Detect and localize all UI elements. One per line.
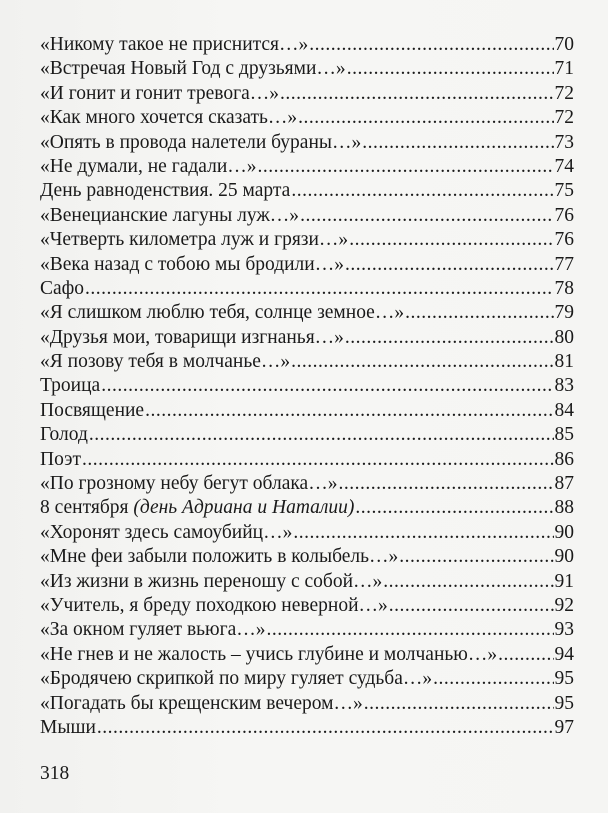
entry-page-number: 88: [554, 497, 574, 519]
entry-title-text: «Погадать бы крещенским вечером…»: [40, 692, 363, 714]
entry-title: [40, 545, 398, 569]
entry-title: [40, 399, 144, 423]
entry-title: [40, 472, 337, 496]
entry-title-text: Посвящение: [40, 399, 145, 421]
dot-leader: [82, 448, 554, 472]
entry-title: [40, 204, 299, 228]
entry-page-number: 73: [554, 131, 574, 153]
entry-page-number: 94: [554, 643, 574, 665]
entry-page-number: 72: [554, 82, 574, 104]
entry-title-text: «Друзья мои, товарищи изгнанья…»: [40, 326, 344, 348]
entry-title-text: День равноденствия. 25 марта: [40, 180, 291, 202]
toc-entry: [40, 106, 574, 130]
entry-title: [40, 155, 257, 179]
dot-leader: [280, 82, 554, 106]
entry-subtitle: (день Адриана и Наталии): [133, 497, 355, 519]
dot-leader: [300, 204, 553, 228]
entry-page-number: 79: [554, 302, 574, 324]
entry-page-number: 72: [554, 107, 574, 129]
toc-entry: [40, 228, 574, 252]
toc-entry: [40, 618, 574, 642]
dot-leader: [433, 667, 553, 691]
toc-entry: [40, 545, 574, 569]
table-of-contents: [40, 33, 574, 740]
entry-title-text: Поэт: [40, 448, 81, 470]
toc-entry: [40, 594, 574, 618]
dot-leader: [338, 472, 553, 496]
toc-entry: [40, 82, 574, 106]
toc-entry: [40, 692, 574, 716]
dot-leader: [389, 594, 554, 618]
entry-page-number: 71: [554, 58, 574, 80]
toc-entry: [40, 716, 574, 740]
entry-title-text: «Из жизни в жизнь переношу с собой…»: [40, 570, 383, 592]
dot-leader: [291, 179, 553, 203]
entry-page-number: 76: [554, 204, 574, 226]
toc-entry: [40, 521, 574, 545]
entry-title: [40, 692, 363, 716]
dot-leader: [364, 692, 554, 716]
entry-title-text: Голод: [40, 424, 88, 446]
dot-leader: [258, 155, 554, 179]
entry-page-number: 74: [554, 155, 574, 177]
toc-entry: [40, 33, 574, 57]
dot-leader: [145, 399, 553, 423]
toc-entry: [40, 301, 574, 325]
entry-title: [40, 82, 279, 106]
page-number: 318: [40, 763, 70, 784]
entry-title-text: «Мне феи забыли положить в колыбель…»: [40, 546, 399, 568]
entry-title: [40, 106, 297, 130]
entry-page-number: 70: [554, 34, 574, 55]
entry-page-number: 76: [554, 229, 574, 251]
toc-entry: [40, 570, 574, 594]
dot-leader: [97, 716, 554, 740]
dot-leader: [399, 545, 553, 569]
entry-title-text: «Как много хочется сказать…»: [40, 107, 298, 129]
entry-title-text: «По грозному небу бегут облака…»: [40, 473, 338, 495]
entry-title: [40, 179, 290, 203]
entry-title: [40, 301, 404, 325]
entry-title-text: «Никому такое не приснится…»: [40, 34, 309, 55]
entry-title-text: «Опять в провода налетели бураны…»: [40, 131, 362, 153]
entry-title: [40, 350, 290, 374]
toc-entry: [40, 448, 574, 472]
entry-page-number: 83: [554, 375, 574, 397]
toc-entry: [40, 131, 574, 155]
toc-entry: [40, 350, 574, 374]
entry-page-number: 90: [554, 546, 574, 568]
entry-page-number: 95: [554, 668, 574, 690]
entry-title-text: «Бродячею скрипкой по миру гуляет судьба…»: [40, 668, 433, 690]
entry-title-text: 8 сентября: [40, 497, 134, 519]
entry-title: [40, 618, 266, 642]
toc-entry: [40, 643, 574, 667]
entry-title-text: «И гонит и гонит тревога…»: [40, 82, 279, 104]
dot-leader: [293, 521, 553, 545]
dot-leader: [85, 277, 553, 301]
entry-title-text: «Не думали, не гадали…»: [40, 155, 257, 177]
toc-entry: [40, 155, 574, 179]
entry-page-number: 84: [554, 399, 574, 421]
entry-title: [40, 594, 388, 618]
entry-title-text: «Не гнев и не жалость – учись глубине и молчанью…»: [40, 643, 498, 665]
entry-title-text: «Века назад с тобою мы бродили…»: [40, 253, 344, 275]
entry-title-text: «Венецианские лагуны луж…»: [40, 204, 300, 226]
toc-entry: [40, 277, 574, 301]
dot-leader: [355, 496, 553, 520]
entry-page-number: 87: [554, 473, 574, 495]
entry-page-number: 90: [554, 521, 574, 543]
dot-leader: [498, 643, 553, 667]
entry-title: [40, 228, 348, 252]
dot-leader: [291, 350, 553, 374]
entry-title: [40, 496, 354, 520]
entry-title: [40, 326, 344, 350]
entry-page-number: 93: [554, 619, 574, 641]
dot-leader: [345, 253, 554, 277]
toc-entry: [40, 423, 574, 447]
toc-entry: [40, 667, 574, 691]
entry-page-number: 81: [554, 351, 574, 373]
entry-title: [40, 521, 292, 545]
entry-page-number: 91: [554, 570, 574, 592]
entry-page-number: 95: [554, 692, 574, 714]
dot-leader: [383, 570, 553, 594]
toc-entry: [40, 253, 574, 277]
entry-page-number: 92: [554, 594, 574, 616]
entry-title-text: «Хоронят здесь самоубийц…»: [40, 521, 293, 543]
entry-title-text: «Встречая Новый Год с друзьями…»: [40, 58, 346, 80]
dot-leader: [298, 106, 553, 130]
toc-entry: [40, 496, 574, 520]
dot-leader: [101, 374, 553, 398]
dot-leader: [267, 618, 554, 642]
entry-title: [40, 131, 361, 155]
toc-entry: [40, 204, 574, 228]
entry-page-number: 97: [554, 716, 574, 738]
entry-title: [40, 253, 344, 277]
entry-title: [40, 643, 497, 667]
entry-title: [40, 33, 308, 57]
entry-title-text: «Четверть километра луж и грязи…»: [40, 229, 349, 251]
dot-leader: [362, 131, 553, 155]
entry-page-number: 75: [554, 180, 574, 202]
entry-title: [40, 667, 432, 691]
entry-title-text: «Я слишком люблю тебя, солнце земное…»: [40, 302, 405, 324]
toc-entry: [40, 399, 574, 423]
entry-page-number: 78: [554, 277, 574, 299]
entry-title-text: «Я позову тебя в молчанье…»: [40, 351, 291, 373]
entry-title-text: «Учитель, я бреду походкою неверной…»: [40, 594, 388, 616]
toc-entry: [40, 374, 574, 398]
entry-page-number: 77: [554, 253, 574, 275]
dot-leader: [347, 57, 554, 81]
toc-entry: [40, 57, 574, 81]
entry-title: [40, 716, 96, 740]
dot-leader: [349, 228, 553, 252]
dot-leader: [309, 33, 553, 57]
entry-title-text: Троица: [40, 375, 101, 397]
dot-leader: [89, 423, 554, 447]
dot-leader: [345, 326, 554, 350]
toc-entry: [40, 326, 574, 350]
toc-entry: [40, 179, 574, 203]
entry-page-number: 80: [554, 326, 574, 348]
entry-title: [40, 570, 382, 594]
entry-title: [40, 374, 100, 398]
entry-title: [40, 448, 81, 472]
entry-title: [40, 277, 84, 301]
entry-title-text: Мыши: [40, 716, 96, 738]
toc-entry: [40, 472, 574, 496]
entry-title-text: Сафо: [40, 277, 85, 299]
entry-page-number: 85: [554, 424, 574, 446]
entry-title-text: «За окном гуляет вьюга…»: [40, 619, 266, 641]
entry-title: [40, 57, 346, 81]
dot-leader: [405, 301, 553, 325]
entry-page-number: 86: [554, 448, 574, 470]
entry-title: [40, 423, 88, 447]
